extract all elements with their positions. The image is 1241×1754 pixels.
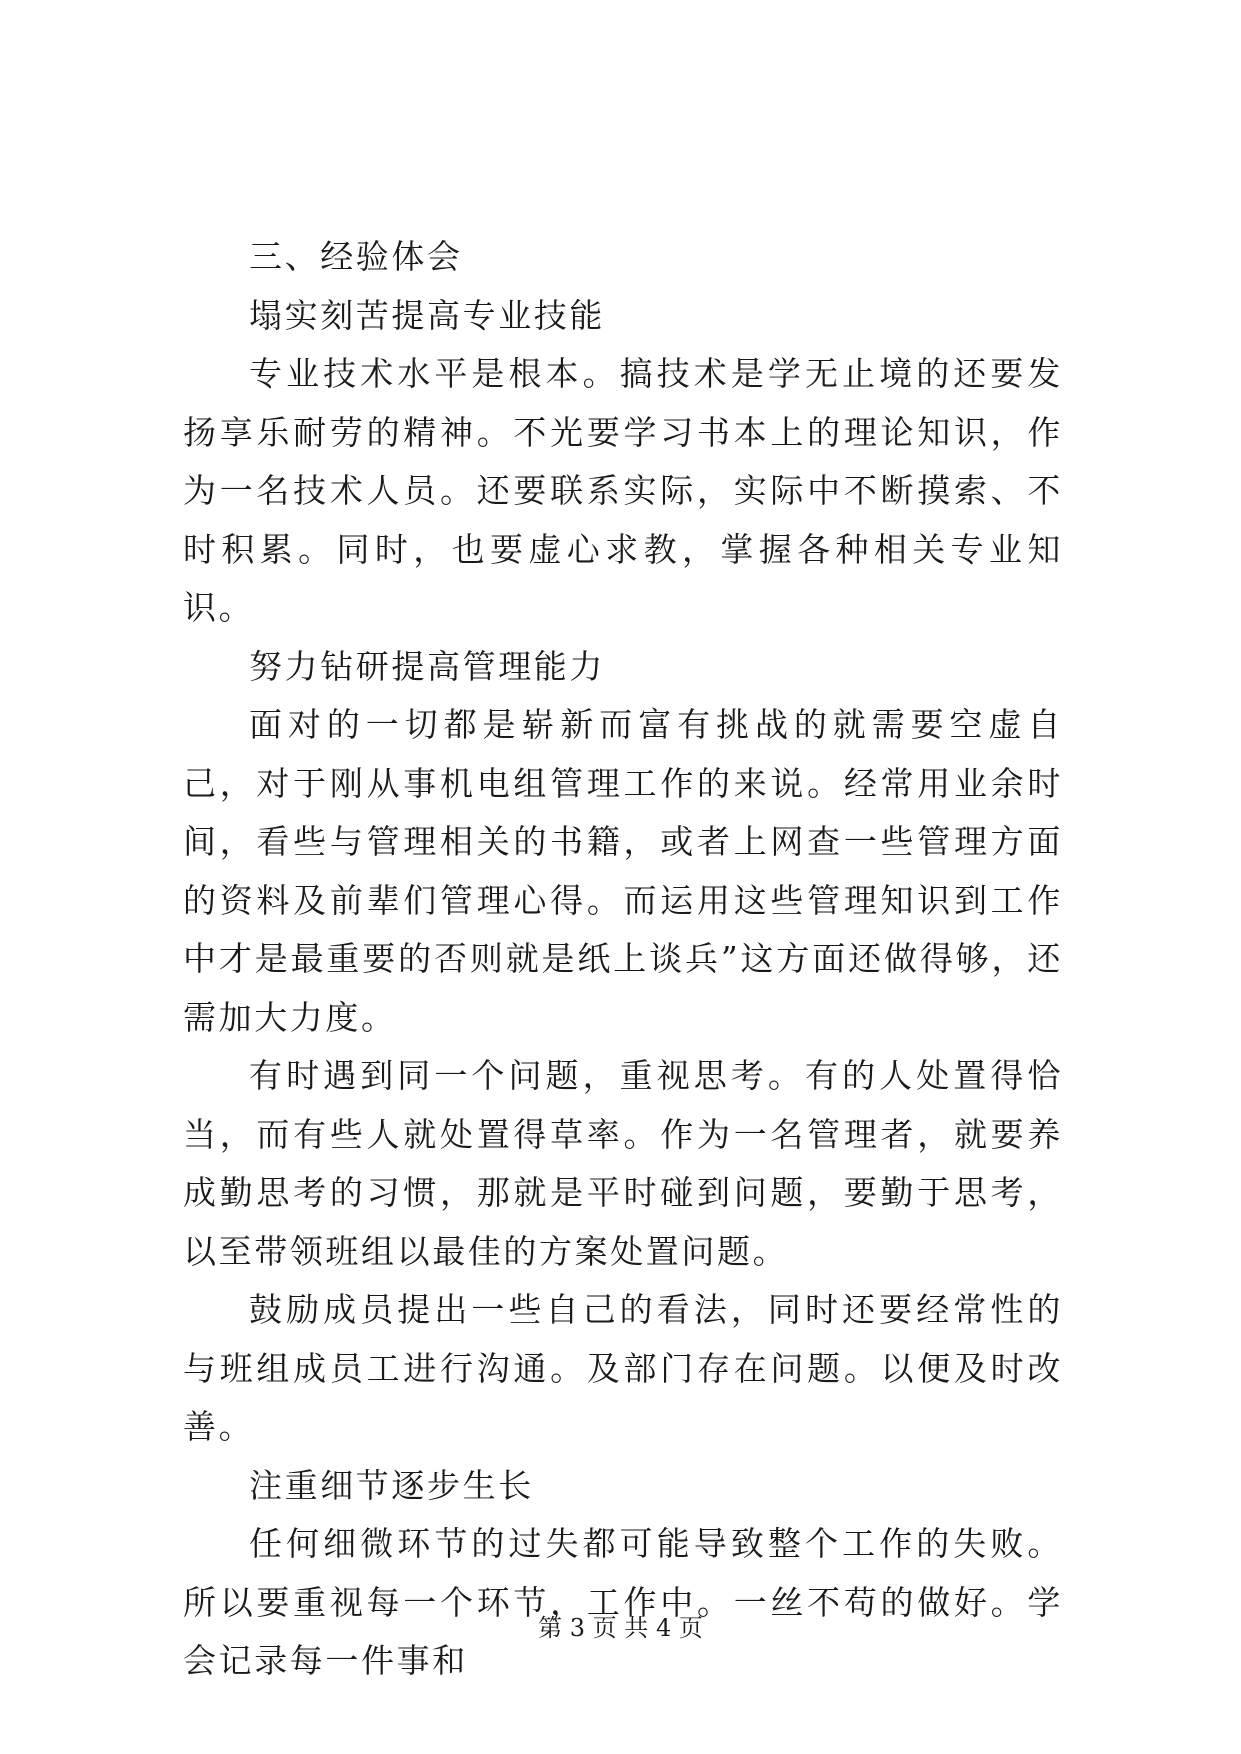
section-heading: 三、经验体会 (249, 237, 463, 276)
page-number-footer: 第 3 页 共 4 页 (538, 1614, 703, 1642)
paragraph-communication: 鼓励成员提出一些自己的看法，同时还要经常性的与班组成员工进行沟通。及部门存在问题。以便及时改善。 (183, 1290, 1063, 1446)
subheading-professional-skills: 塌实刻苦提高专业技能 (249, 295, 605, 335)
subheading-details: 注重细节逐步生长 (249, 1465, 534, 1505)
paragraph-professional-skills: 专业技术水平是根本。搞技术是学无止境的还要发扬享乐耐劳的精神。不光要学习书本上的理论知识，作为一名技术人员。还要联系实际，实际中不断摸索、不时积累。同时，也要虚心求教，掌握各种相关专业知识。 (183, 354, 1063, 627)
paragraph-thinking: 有时遇到同一个问题，重视思考。有的人处置得恰当，而有些人就处置得草率。作为一名管理者，就要养成勤思考的习惯，那就是平时碰到问题，要勤于思考，以至带领班组以最佳的方案处置问题。 (183, 1056, 1063, 1271)
paragraph-details: 任何细微环节的过失都可能导致整个工作的失败。所以要重视每一个环节，工作中。一丝不苟的做好。学会记录每一件事和 (183, 1524, 1063, 1680)
paragraph-management-study: 面对的一切都是崭新而富有挑战的就需要空虚自己，对于刚从事机电组管理工作的来说。经常用业余时间，看些与管理相关的书籍，或者上网查一些管理方面的资料及前辈们管理心得。而运用这些管理知识到工作中才是最重要的否则就是纸上谈兵”这方面还做得够，还需加大力度。 (183, 705, 1063, 1037)
document-body (183, 228, 1063, 1691)
subheading-management-ability: 努力钻研提高管理能力 (249, 646, 605, 686)
